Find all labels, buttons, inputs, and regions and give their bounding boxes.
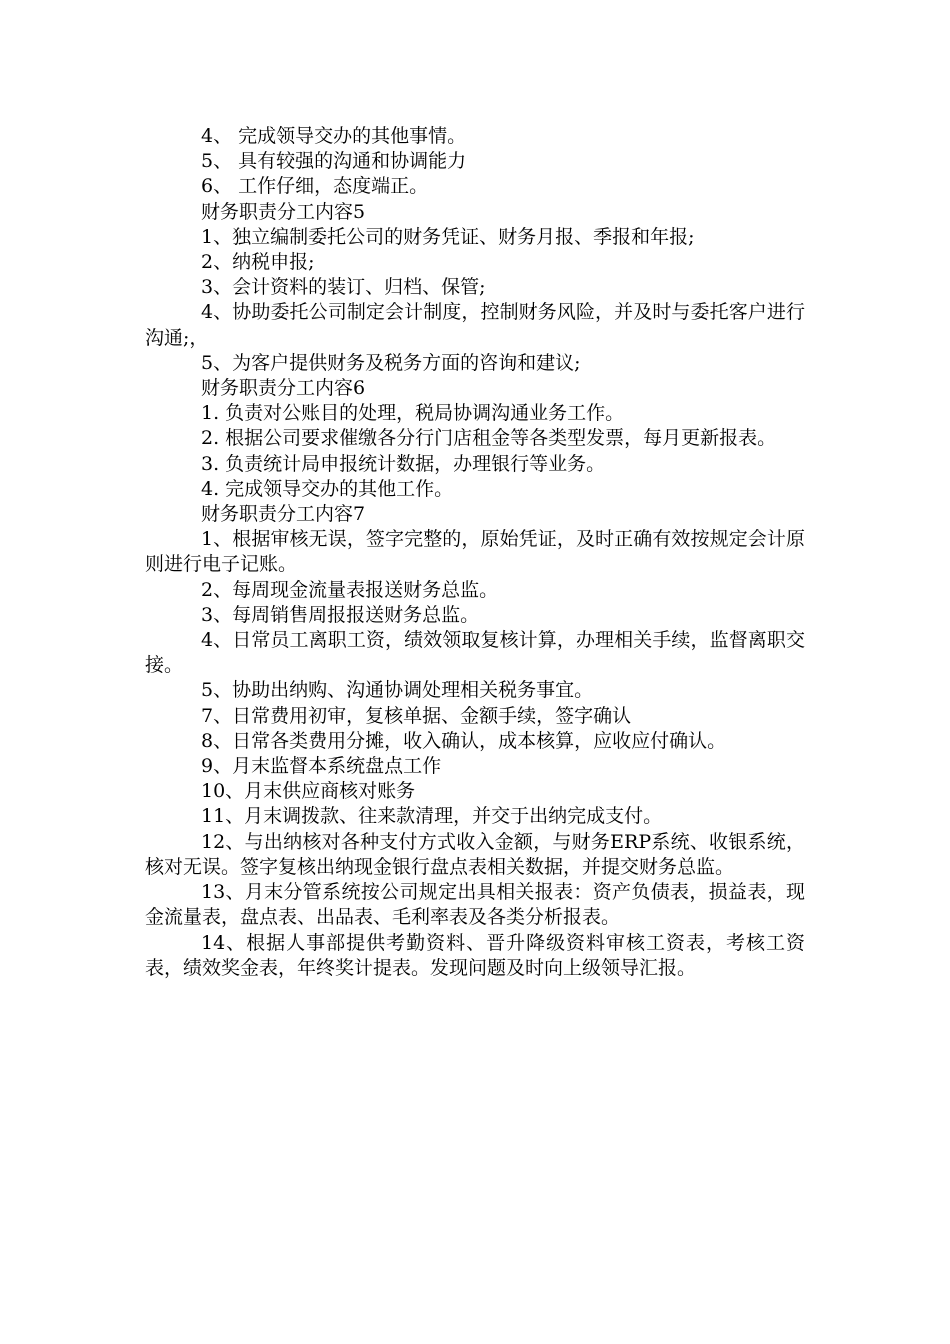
- paragraph: 4、 完成领导交办的其他事情。: [201, 125, 467, 147]
- paragraph: 4. 完成领导交办的其他工作。: [201, 477, 454, 500]
- paragraph: 13、月末分管系统按公司规定出具相关报表：资产负债表，损益表，现金流量表，盘点表、出品表、毛利率表及各类分析报表。: [145, 881, 805, 929]
- paragraph: 11、月末调拨款、往来款清理，并交于出纳完成支付。: [201, 805, 663, 828]
- paragraph: 1、根据审核无误，签字完整的，原始凭证，及时正确有效按规定会计原则进行电子记账。: [145, 528, 805, 576]
- paragraph: 5、为客户提供财务及税务方面的咨询和建议;: [201, 351, 581, 374]
- paragraph: 1. 负责对公账目的处理，税局协调沟通业务工作。: [201, 402, 625, 425]
- paragraph: 10、月末供应商核对账务: [201, 780, 416, 803]
- paragraph: 3、每周销售周报报送财务总监。: [201, 603, 480, 626]
- paragraph: 9、月末监督本系统盘点工作: [201, 755, 442, 778]
- paragraph: 5、协助出纳购、沟通协调处理相关税务事宜。: [201, 679, 594, 702]
- paragraph: 12、与出纳核对各种支付方式收入金额，与财务ERP系统、收银系统，核对无误。签字复核出纳现金银行盘点表相关数据，并提交财务总监。: [145, 830, 805, 878]
- paragraph: 14、根据人事部提供考勤资料、晋升降级资料审核工资表，考核工资表，绩效奖金表，年终奖计提表。发现问题及时向上级领导汇报。: [145, 931, 805, 979]
- paragraph: 1、独立编制委托公司的财务凭证、财务月报、季报和年报;: [201, 225, 695, 248]
- paragraph: 6、 工作仔细，态度端正。: [201, 175, 429, 198]
- paragraph: 3、会计资料的装订、归档、保管;: [201, 276, 486, 299]
- section-heading: 财务职责分工内容5: [201, 200, 366, 223]
- paragraph: 7、日常费用初审，复核单据、金额手续，签字确认: [201, 704, 632, 727]
- section-heading: 财务职责分工内容7: [201, 503, 366, 526]
- document-body: [145, 124, 805, 981]
- paragraph: 8、日常各类费用分摊，收入确认，成本核算，应收应付确认。: [201, 729, 727, 752]
- paragraph: 3. 负责统计局申报统计数据，办理银行等业务。: [201, 452, 606, 475]
- paragraph: 2. 根据公司要求催缴各分行门店租金等各类型发票，每月更新报表。: [201, 427, 777, 450]
- section-heading: 财务职责分工内容6: [201, 377, 366, 400]
- paragraph: 5、 具有较强的沟通和协调能力: [201, 150, 467, 173]
- paragraph: 2、纳税申报;: [201, 251, 315, 274]
- paragraph: 4、协助委托公司制定会计制度，控制财务风险，并及时与委托客户进行沟通;，: [145, 301, 805, 349]
- paragraph: 2、每周现金流量表报送财务总监。: [201, 578, 499, 601]
- paragraph: 4、日常员工离职工资，绩效领取复核计算，办理相关手续，监督离职交接。: [145, 629, 805, 677]
